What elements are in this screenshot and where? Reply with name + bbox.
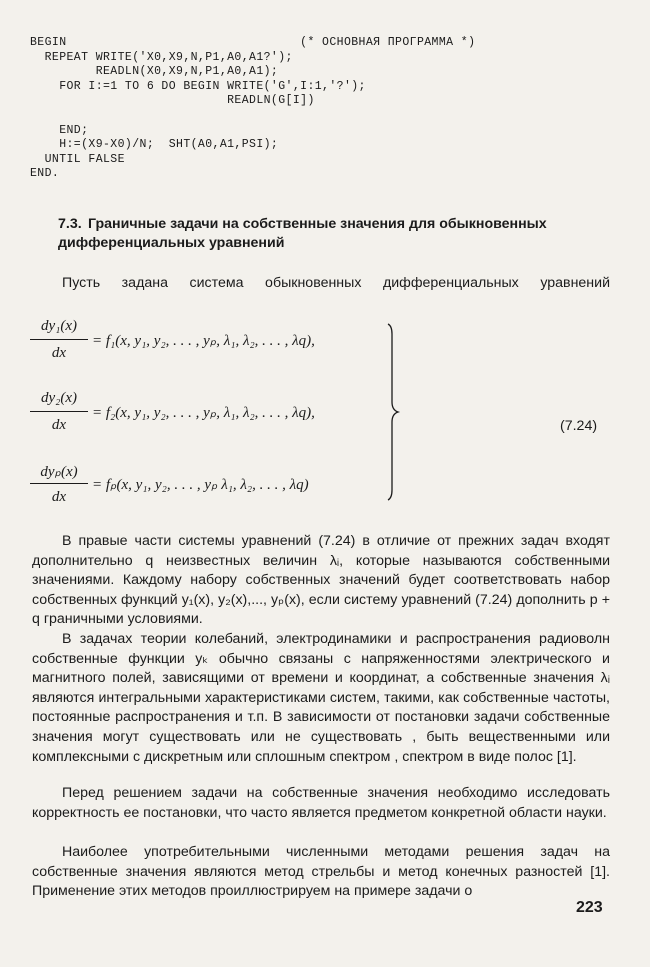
- paragraph: Наиболее употребительными численными методами решения задач на собственные значения являются метод стрельбы и метод конечных разностей [1]. Применение этих методов проиллюстрируем на примере задачи о: [32, 844, 610, 900]
- code-line: END.: [30, 167, 60, 181]
- paragraph: В задачах теории колебаний, электродинамики и распространения радиоволн собственные функции yₖ обычно связаны с напряженностями электрического и магнитного полей, зависящими от времени и координат, а собственные значения λᵢ являются интегральными характеристиками систем, такими, как собственные частоты, постоянные распространения и т.п. В зависимости от постановки задачи собственные значения могут существовать или не существовать , быть вещественными или комплексными с дискретным или сплошным спектром , спектром в виде полос [1].: [32, 631, 610, 765]
- equation-denominator: dx: [51, 417, 67, 433]
- code-line: READLN(X0,X9,N,P1,A0,A1);: [30, 65, 279, 79]
- fraction-bar: [30, 339, 88, 340]
- equation-1: [30, 318, 390, 370]
- equation-numerator: dy₁(x): [40, 318, 78, 334]
- code-line: REPEAT WRITE('X0,X9,N,P1,A0,A1?');: [30, 50, 293, 64]
- fraction-bar: [30, 411, 88, 412]
- equation-numerator: dyₚ(x): [40, 464, 78, 480]
- equation-rhs: = f₂(x, y₁, y₂, . . . , yₚ, λ₁, λ₂, . . . , λq),: [92, 405, 315, 421]
- equation-3: [30, 462, 390, 514]
- equation-2: [30, 390, 390, 442]
- equation-rhs: = f₁(x, y₁, y₂, . . . , yₚ, λ₁, λ₂, . . . , λq),: [92, 333, 315, 349]
- equation-numerator: dy₂(x): [40, 390, 78, 406]
- code-line: READLN(G[I]): [30, 94, 315, 108]
- code-line: END;: [30, 123, 89, 137]
- right-brace: [382, 322, 406, 502]
- program-listing: [30, 36, 590, 182]
- paragraph: Перед решением задачи на собственные значения необходимо исследовать корректность ее постановки, что часто является предметом конкретной области науки.: [32, 785, 610, 821]
- intro-paragraph: Пусть задана система обыкновенных дифференциальных уравнений: [62, 275, 610, 291]
- code-line: [30, 109, 590, 124]
- section-number: 7.3.: [58, 216, 82, 232]
- paragraph: В правые части системы уравнений (7.24) в отличие от прежних задач входят дополнительно q неизвестных величин λᵢ, которые называются собственными значениями. Каждому набору собственных значений будет соответствовать набор собственных функций y₁(x), y₂(x),..., yₚ(x), если систему уравнений (7.24) дополнить p + q граничными условиями.: [32, 533, 610, 628]
- code-line: BEGIN (* ОСНОВНАЯ ПРОГРАММА *): [30, 36, 476, 49]
- section-heading: [58, 215, 578, 253]
- code-line: FOR I:=1 TO 6 DO BEGIN WRITE('G',I:1,'?');: [30, 79, 366, 93]
- code-line: UNTIL FALSE: [30, 152, 125, 166]
- equation-rhs: = fₚ(x, y₁, y₂, . . . , yₚ λ₁, λ₂, . . . , λq): [92, 477, 309, 493]
- equation-denominator: dx: [51, 489, 67, 505]
- equation-denominator: dx: [51, 345, 67, 361]
- equation-number: (7.24): [560, 418, 598, 434]
- fraction-bar: [30, 483, 88, 484]
- section-title: Граничные задачи на собственные значения для обыкновенных дифференциальных уравнений: [58, 216, 547, 251]
- code-line: H:=(X9-X0)/N; SHT(A0,A1,PSI);: [30, 138, 279, 152]
- page-number: 223: [576, 899, 603, 916]
